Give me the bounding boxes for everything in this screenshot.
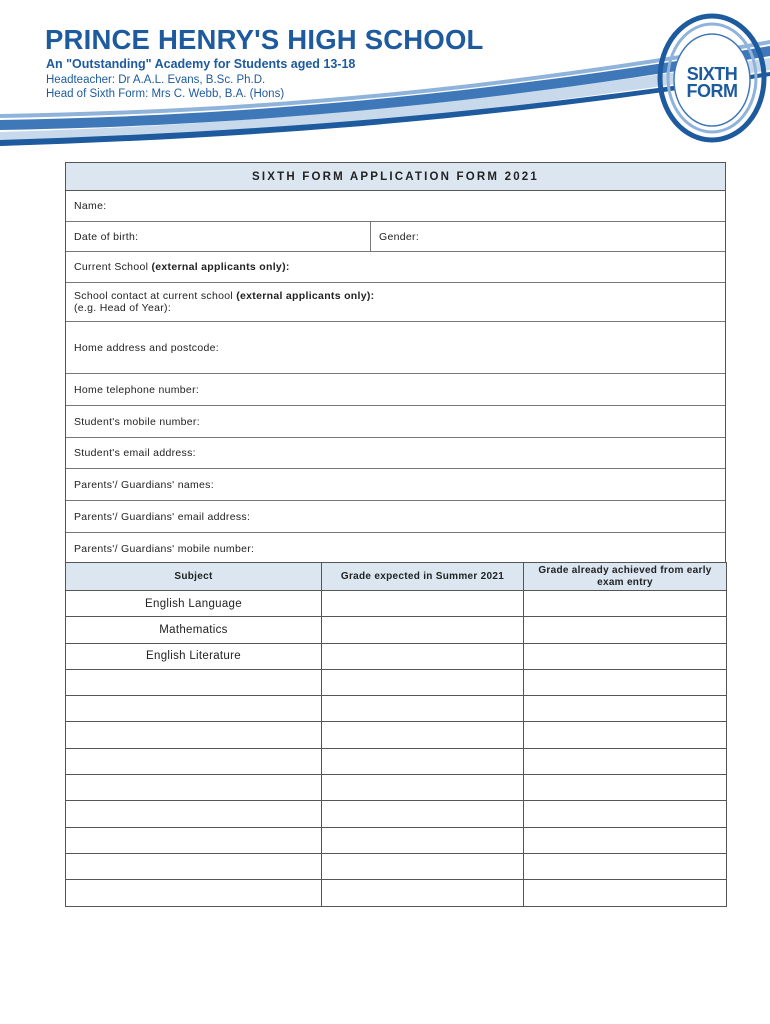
table-row bbox=[66, 669, 727, 695]
head-of-sixth-form-line: Head of Sixth Form: Mrs C. Webb, B.A. (Hons) bbox=[46, 88, 285, 100]
school-contact-note: (external applicants only): bbox=[236, 290, 375, 302]
sixth-form-logo-text: FORM bbox=[686, 81, 738, 101]
subject-header: Subject bbox=[66, 563, 322, 591]
table-row bbox=[66, 853, 727, 879]
table-row bbox=[66, 880, 727, 906]
student-email-field[interactable] bbox=[66, 438, 725, 469]
grade-expected-cell[interactable] bbox=[322, 591, 524, 617]
current-school-note: (external applicants only): bbox=[151, 261, 290, 273]
gender-label: Gender: bbox=[379, 230, 420, 243]
home-phone-label: Home telephone number: bbox=[74, 383, 200, 396]
subject-cell[interactable]: Mathematics bbox=[66, 617, 322, 643]
table-row bbox=[66, 696, 727, 722]
grade-expected-cell[interactable] bbox=[322, 827, 524, 853]
subject-cell[interactable]: English Language bbox=[66, 591, 322, 617]
grade-expected-cell[interactable] bbox=[322, 643, 524, 669]
grade-expected-cell[interactable] bbox=[322, 880, 524, 906]
subject-cell[interactable] bbox=[66, 880, 322, 906]
parents-mobile-field[interactable] bbox=[66, 533, 725, 564]
grade-expected-cell[interactable] bbox=[322, 748, 524, 774]
subject-cell[interactable]: English Literature bbox=[66, 643, 322, 669]
parents-email-label: Parents'/ Guardians' email address: bbox=[74, 510, 251, 523]
grade-expected-header: Grade expected in Summer 2021 bbox=[322, 563, 524, 591]
grade-achieved-cell[interactable] bbox=[524, 591, 727, 617]
subject-cell[interactable] bbox=[66, 827, 322, 853]
parents-names-field[interactable] bbox=[66, 469, 725, 501]
subject-cell[interactable] bbox=[66, 801, 322, 827]
sixth-form-logo-text: SIXTH bbox=[686, 64, 738, 84]
grade-achieved-cell[interactable] bbox=[524, 669, 727, 695]
application-form bbox=[65, 162, 726, 565]
grade-achieved-cell[interactable] bbox=[524, 827, 727, 853]
subject-cell[interactable] bbox=[66, 853, 322, 879]
student-email-label: Student's email address: bbox=[74, 447, 196, 459]
home-phone-field[interactable] bbox=[66, 374, 725, 406]
letterhead bbox=[0, 0, 770, 150]
home-address-label: Home address and postcode: bbox=[74, 341, 219, 354]
table-row bbox=[66, 591, 727, 617]
grade-expected-cell[interactable] bbox=[322, 722, 524, 748]
grade-expected-cell[interactable] bbox=[322, 696, 524, 722]
school-contact-field[interactable] bbox=[66, 283, 725, 322]
current-school-field[interactable] bbox=[66, 252, 725, 283]
current-school-label: Current School bbox=[74, 261, 149, 273]
subject-cell[interactable] bbox=[66, 748, 322, 774]
dob-label: Date of birth: bbox=[74, 230, 139, 243]
form-title: SIXTH FORM APPLICATION FORM 2021 bbox=[66, 163, 725, 191]
grade-achieved-cell[interactable] bbox=[524, 880, 727, 906]
name-field[interactable] bbox=[66, 191, 725, 222]
grade-achieved-cell[interactable] bbox=[524, 696, 727, 722]
headteacher-line: Headteacher: Dr A.A.L. Evans, B.Sc. Ph.D. bbox=[46, 74, 266, 86]
grades-header-row bbox=[66, 563, 727, 591]
school-tagline: An "Outstanding" Academy for Students aged 13-18 bbox=[46, 57, 356, 71]
grade-achieved-cell[interactable] bbox=[524, 775, 727, 801]
grade-expected-cell[interactable] bbox=[322, 617, 524, 643]
table-row bbox=[66, 748, 727, 774]
grade-achieved-header: Grade already achieved from early exam entry bbox=[524, 563, 727, 591]
subject-cell[interactable] bbox=[66, 775, 322, 801]
grade-expected-cell[interactable] bbox=[322, 853, 524, 879]
parents-mobile-label: Parents'/ Guardians' mobile number: bbox=[74, 542, 255, 555]
table-row bbox=[66, 722, 727, 748]
table-row bbox=[66, 801, 727, 827]
grade-achieved-cell[interactable] bbox=[524, 617, 727, 643]
home-address-field[interactable] bbox=[66, 322, 725, 374]
table-row bbox=[66, 643, 727, 669]
grade-achieved-cell[interactable] bbox=[524, 801, 727, 827]
student-mobile-label: Student's mobile number: bbox=[74, 415, 200, 428]
student-mobile-field[interactable] bbox=[66, 406, 725, 438]
grade-achieved-cell[interactable] bbox=[524, 853, 727, 879]
table-row bbox=[66, 617, 727, 643]
grade-achieved-cell[interactable] bbox=[524, 722, 727, 748]
subject-cell[interactable] bbox=[66, 722, 322, 748]
grade-expected-cell[interactable] bbox=[322, 775, 524, 801]
grade-achieved-cell[interactable] bbox=[524, 748, 727, 774]
name-label: Name: bbox=[74, 200, 107, 212]
grades-table bbox=[65, 562, 727, 907]
parents-names-label: Parents'/ Guardians' names: bbox=[74, 478, 214, 491]
subject-cell[interactable] bbox=[66, 696, 322, 722]
grade-achieved-cell[interactable] bbox=[524, 643, 727, 669]
grade-expected-cell[interactable] bbox=[322, 669, 524, 695]
parents-email-field[interactable] bbox=[66, 501, 725, 533]
gender-field[interactable] bbox=[371, 222, 419, 251]
school-contact-example: (e.g. Head of Year): bbox=[74, 302, 172, 314]
school-name: PRINCE HENRY'S HIGH SCHOOL bbox=[45, 24, 484, 55]
dob-field[interactable] bbox=[66, 222, 371, 251]
table-row bbox=[66, 827, 727, 853]
grade-expected-cell[interactable] bbox=[322, 801, 524, 827]
school-contact-label: School contact at current school bbox=[74, 290, 234, 302]
subject-cell[interactable] bbox=[66, 669, 322, 695]
table-row bbox=[66, 775, 727, 801]
dob-gender-row bbox=[66, 222, 725, 252]
